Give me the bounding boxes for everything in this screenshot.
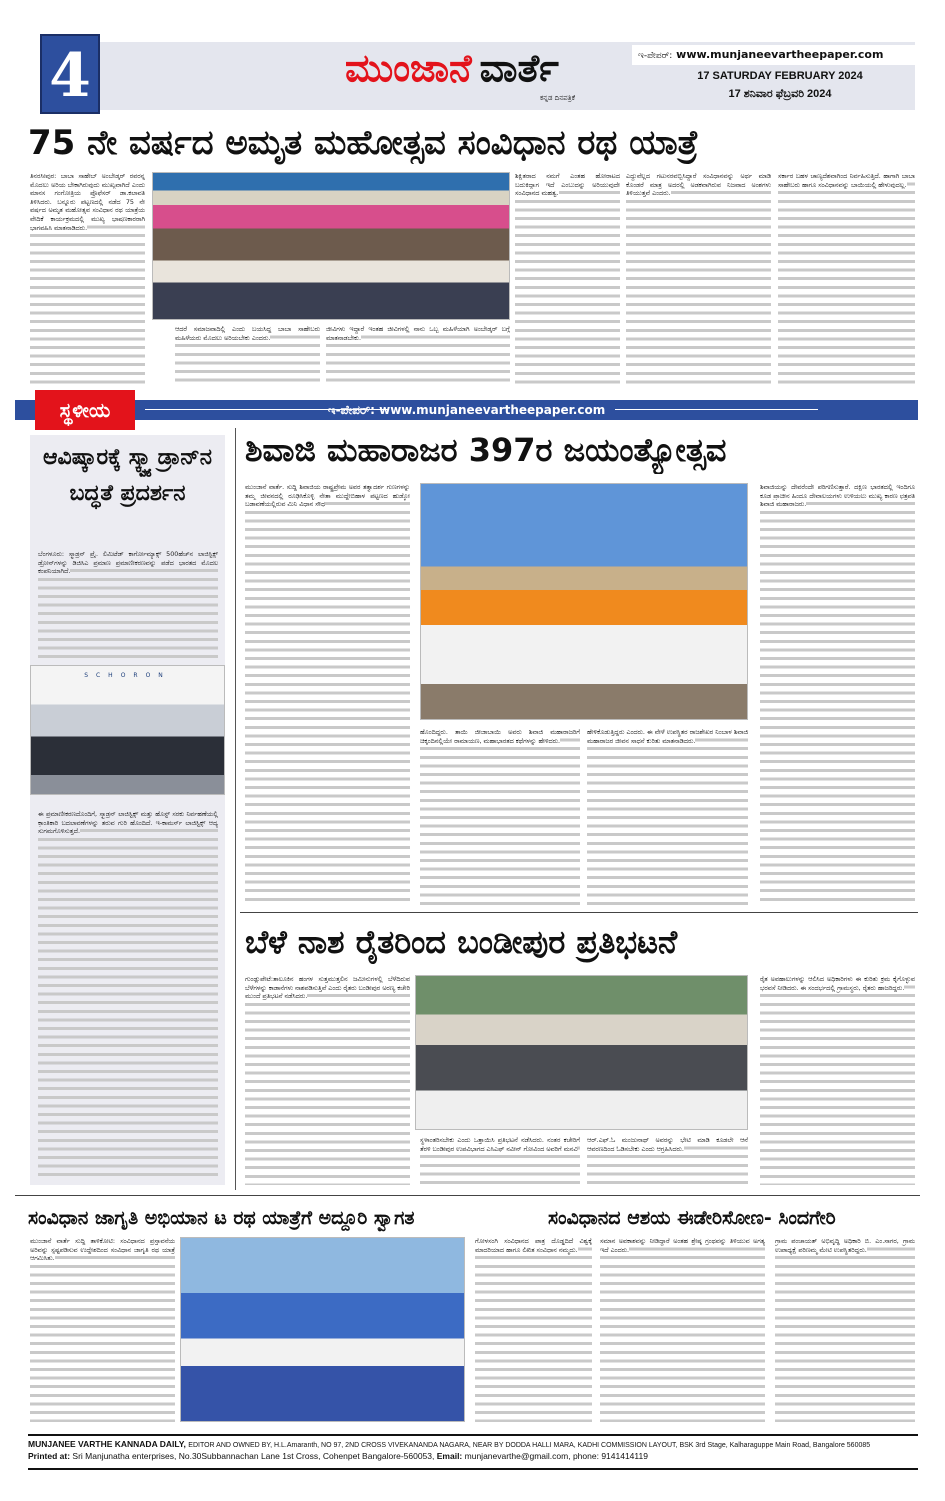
newspaper-logo	[345, 46, 635, 96]
band-epaper-label: ಇ-ಪೇಪರ್:	[327, 403, 375, 417]
logo-red: ಮುಂಜಾನೆ	[345, 46, 472, 90]
headline-article4-right: ಸಂವಿಧಾನದ ಆಶಯ ಈಡೇರಿಸೋಣ- ಸಿಂದಗೇರಿ	[548, 1207, 836, 1229]
article1-col3: ಜೀವಿಗಳು ಇದ್ದಾರೆ ಇಂತಹ ಜೀವಿಗಳಲ್ಲಿ ನಾನು ಒಬ್ಬ ಮಹಿಳೆಯಾಗಿ ಅಂಬೇಡ್ಕರ್ ಬಗ್ಗೆ ಮಾತನಾಡಬೇಕು.	[326, 325, 510, 385]
article1-col1: ತಿನರಸೀಪುರ: ಬಾಬಾ ಸಾಹೇಬ್ ಅಂಬೇಡ್ಕರ್ ರವರನ್ನ ಮೊದಲು ಅರಿಯ ಬೇಕಾಗಿರುವುದು ಮುಖ್ಯವಾಗಿದೆ ಎಂದು ಮಾನಸ ಗಂಗೋತ್ರಿಯ ಪ್ರೊಫೆಸರ್ ಡಾ.ಕಲಾವತಿ ತಿಳಿಸಿದರು. ಬನ್ನೂರು ಪಟ್ಟಣದಲ್ಲಿ ನಡೆದ 75 ನೇ ವರ್ಷದ ಅಮೃತ ಮಹೋತ್ಸವ ಸಂವಿಧಾನ ರಥ ಯಾತ್ರೆಯ ವೇದಿಕೆ ಕಾರ್ಯಕ್ರಮದಲ್ಲಿ ಮುಖ್ಯ ಭಾಷಣಕಾರರಾಗಿ ಭಾಗವಹಿಸಿ ಮಾತನಾಡಿದರು.	[30, 172, 145, 384]
divider	[15, 1195, 920, 1196]
page-number: 4	[40, 34, 100, 114]
article1-col5: ಎದ್ದುವೆಲ್ಲದ ಗಟುನರವಬ್ಬಿಸಿದ್ದಾರೆ ಸಂವಿಧಾನವನ್ನು ಅರ್ಥ ಮಾಡಿ ಕೊಂಡರೆ ಮಾತ್ರ ಅದರಲ್ಲಿ ಅಡಕವಾಗಿರುವ ನಿಜವಾದ ಅಂಶಗಳು ತಿಳಿಯುತ್ತವೆ ಎಂದರು.	[626, 172, 771, 384]
footer-editor: EDITOR AND OWNED BY, H.L.Amaranth, NO 97, 2ND CROSS VIVEKANANDA NAGARA, NEAR BY DODDA HALLI MARA, KADHI COMMISSION LAYOUT, BSK 3rd Stage, Kalharaguppe Main Road, Bangalore 560085	[188, 1442, 871, 1449]
date-english: 17 SATURDAY FEBRUARY 2024	[697, 70, 863, 82]
article2-col3: ಹೇಳಿಕೊಡುತ್ತಿದ್ದರು ಎಂದರು. ಈ ವೇಳೆ ಉಪಸ್ಥಿತರ ರಾಜಶೇಖರ ನಿಂಬಾಳ ಶಿವಾಜಿ ಮಹಾರಾಜರ ಜೀವನ ಸಾಧನೆ ಕುರಿತು ಮಾತನಾಡಿದರು.	[587, 728, 748, 905]
epaper-url: www.munjaneevartheepaper.com	[676, 48, 884, 61]
article4-col1: ಮುಂಜಾನೆ ವಾರ್ತೆ ಸುದ್ದಿ ತಾಳಿಕೋಟಿ: ಸಂವಿಧಾನದ ಪ್ರಸ್ತಾವನೆಯ ಅರಿವನ್ನು ಸ್ಪಷ್ಟಪಡಿಸುವ ಉದ್ದೇಶದಿಂದ ಸಂವಿಧಾನ ಜಾಗೃತಿ ರಥ ಯಾತ್ರೆ ಆಗಮಿಸಿತು.	[30, 1237, 175, 1422]
footer-paper-name: MUNJANEE VARTHE KANNADA DAILY,	[28, 1439, 186, 1449]
article1-photo	[152, 172, 510, 320]
footer-rule-bottom	[28, 1468, 918, 1470]
footer-printed-label: Printed at:	[28, 1451, 71, 1461]
article4-col3: ಸಮಾನ ಅವಕಾಶವನ್ನು ನೀಡಿದ್ದಾರೆ ಅಂತಹ ಶ್ರೇಷ್ಠ ಗ್ರಂಥವನ್ನು ತಿಳಿಯುವ ಅಗತ್ಯ ಇದೆ ಎಂದರು.	[600, 1237, 765, 1422]
article2-photo	[420, 483, 748, 720]
article4-photo	[180, 1237, 465, 1422]
footer-email: munjanevarthe@gmail.com, phone: 9141414119	[464, 1451, 648, 1461]
article3-photo	[415, 975, 748, 1130]
article1-col6: ಸರ್ಕಾರ ಬಹಳ ಚಾಣ್ಯದೆಶವಾಗಿಂದ ನಿರ್ವಹಿಸುತ್ತಿದೆ. ಹಾಗಾಗಿ ಬಾಬಾ ಸಾಹೇಬರು ಹಾಗೂ ಸಂವಿಧಾನವನ್ನು ಬಾಯಿಯಲ್ಲಿ ಹೇಳುವುದಲ್ಲ.	[778, 172, 915, 384]
article2-col1: ಮುಂಜಾನೆ ವಾರ್ತೆ. ಸುದ್ದಿ ಶಿವಾಜಿಯ ರಾಷ್ಟ್ರಪ್ರೇಮ ಅವರ ತತ್ವಾದರ್ಶ ಗುಣಗಳನ್ನು ತಮ್ಮ ಜೀವನದಲ್ಲಿ ರೂಢಿಸಿಕೊಳ್ಳಿ ನೇತಾ ಮುದ್ದೇಬಿಹಾಳ ಪಟ್ಟಣದ ಹುಡ್ಕೋ ಬಡಾವಣೆಯಲ್ಲಿರುವ ಮಿನಿ ವಿಧಾನ ಸೌಧ	[245, 483, 410, 905]
band-epaper-url[interactable]: www.munjaneevartheepaper.com	[379, 403, 606, 417]
article4-col2: ಗೋಳಸಂಗಿ ಸಂವಿಧಾನದ ಪಾತ್ರ ದೊಡ್ಡದಿದೆ ವಿಶ್ವಕ್ಕೆ ಮಾದರಿಯಾದ ಹಾಗೂ ಲಿಖಿತ ಸಂವಿಧಾನ ನಮ್ಮದು.	[475, 1237, 592, 1422]
article3-col1: ಗುಂಡ್ಲುಪೇಟೆ:ತಾಲೂಕಿನ ಹಂಗಳ ಸುತ್ತಮುತ್ತಲಿನ ಜಮೀನುಗಳಲ್ಲಿ ಬೆಳೆದಿರುವ ಬೆಳೆಗಳನ್ನು ಕಾಡಾನೆಗಳು ನಾಶಪಡಿಸುತ್ತಿವೆ ಎಂದು ರೈತರು ಬಂಡೀಪುರ ಅರಣ್ಯ ಕಚೇರಿ ಮುಂದೆ ಪ್ರತಿಭಟನೆ ನಡೆಸಿದರು.	[245, 975, 410, 1185]
section-band	[15, 400, 918, 420]
article1-col4: ಶಿಕ್ಷಿತರಾದ ನಮಗೆ ಎಂತಹ ಹೋರಾಟದ ಬದುಕಿದ್ದಾಗ ಇದೆ ಎಂಬುದನ್ನು ಅರಿಯುವುದೇ ಸಂವಿಧಾನದ ಮಹತ್ವ.	[515, 172, 620, 384]
headline-article2: ಶಿವಾಜಿ ಮಹಾರಾಜರ 397ರ ಜಯಂತ್ಯೋತ್ಸವ	[245, 431, 727, 469]
article2-col2: ಹೊಂದಿದ್ದರು. ತಾಯಿ ಜೀಜಾಬಾಯಿ ಅವರು ಶಿವಾಜಿ ಮಹಾರಾಜರಿಗೆ ಚಿಕ್ಕಂದಿನಲ್ಲಿಯೇ ರಾಮಾಯಣ, ಮಹಾಭಾರತದ ಕಥೆಗಳನ್ನು ಹೇಳಿದರು.	[420, 728, 580, 905]
footer-imprint-line1	[28, 1439, 870, 1449]
sidebar-body2: ಈ ಪ್ರಮಾಣೀಕರಣದೊಂದಿಗೆ, ಸ್ಕ್ವಾಡ್ರನ್ ಲಾಜಿಸ್ಟಿಕ್ಸ್ ಮತ್ತು ಹೊಸ್ಟ್ ಸರಕು ನಿರ್ವಹಣೆಯಲ್ಲಿ ಕ್ರಾಂತಿಕಾರಿ ಬದಲಾವಣೆಗಳನ್ನು ತರುವ ಗುರಿ ಹೊಂದಿದೆ. ಇ-ಕಾಮರ್ಸ್ ಲಾಜಿಸ್ಟಿಕ್ಸ್ ಆದ್ಯ ಸುಗಮಗೊಳಿಸುತ್ತದೆ.	[38, 810, 218, 1180]
headline-article4-left: ಸಂವಿಧಾನ ಜಾಗೃತಿ ಅಭಿಯಾನ ಟ ರಥ ಯಾತ್ರೆಗೆ ಅದ್ದೂರಿ ಸ್ವಾಗತ	[28, 1207, 415, 1229]
headline-article1: 75 ನೇ ವರ್ಷದ ಅಮೃತ ಮಹೋತ್ಸವ ಸಂವಿಧಾನ ರಥ ಯಾತ್ರೆ	[28, 123, 699, 163]
logo-black: ವಾರ್ತೆ	[479, 46, 559, 90]
article3-col4: ರೈತ ಅವಹಾಲುಗಳನ್ನು ಆಲಿಸಿದ ಅಧಿಕಾರಿಗಳು ಈ ಕುರಿತು ಕ್ರಮ ಕೈಗೊಳ್ಳುವ ಭರವಸೆ ನೀಡಿದರು. ಈ ಸಂದರ್ಭದಲ್ಲಿ ಗ್ರಾಮಸ್ಥರು, ರೈತರು ಹಾಜರಿದ್ದರು.	[760, 975, 915, 1185]
footer-email-label: Email:	[436, 1451, 463, 1461]
article3-col2: ಸ್ಥಳಾಂತರಿಸಬೇಕು ಎಂದು ಒತ್ತಾಯಿಸಿ ಪ್ರತಿಭಟನೆ ನಡೆಸಿದರು. ನಂತರ ಕಚೇರಿಗೆ ತೆರಳಿ ಬಂಡೀಪುರ ಉಪವಿಭಾಗದ ಎಸಿಎಫ್ ನವೀನ್ ಗೋವಿಂದ ಅವರಿಗೆ ಮನವಿ	[420, 1136, 580, 1186]
footer-rule-top	[28, 1434, 918, 1436]
article4-col4: ಗ್ರಾಮ ಪಂಚಾಯತ್ ಅಭಿವೃದ್ಧಿ ಅಧಿಕಾರಿ ಬಿ. ಎಂ.ಸಾಗರ, ಗ್ರಾಮ ಉಪಾಧ್ಯಕ್ಷೆ ಪರಿಣಮ್ಮ ಮೇಟಿ ಉಪಸ್ಥಿತರಿದ್ದರು.	[775, 1237, 915, 1422]
article3-col3: ಆರ್.ಎಫ್.ಓ ಮಂಜುನಾಥ್ ಅವರನ್ನು ಭೇಟಿ ಮಾಡಿ ಕೂಡಲೇ ಆನೆ ಆವರಣದಿಂದ ಓಡಿಸಬೇಕು ಎಂದು ಆಗ್ರಹಿಸಿದರು.	[587, 1136, 748, 1186]
footer-printer: Sri Manjunatha enterprises, No.30Subbannachan Lane 1st Cross, Cohenpet Bangalore-560053,	[72, 1451, 435, 1461]
column-rule	[235, 428, 236, 1190]
logo-tagline: ಕನ್ನಡ ದಿನಪತ್ರಿಕೆ	[540, 94, 576, 102]
date-kannada: 17 ಶನಿವಾರ ಫೆಬ್ರವರಿ 2024	[728, 88, 832, 100]
sidebar-photo	[30, 665, 225, 795]
headline-article3: ಬೆಳೆ ನಾಶ ರೈತರಿಂದ ಬಂಡೀಪುರ ಪ್ರತಿಭಟನೆ	[245, 923, 678, 961]
section-label-local: ಸ್ಥಳೀಯ	[35, 390, 135, 430]
sidebar-headline: ಆವಿಷ್ಕಾರಕ್ಕೆ ಸ್ಕ್ವ್ಯಾಡ್ರಾನ್‌ನ ಬದ್ಧತೆ ಪ್ರದರ್ಶನ	[43, 445, 212, 506]
article2-col4: ಶಿವಾಜಿಯನ್ನು ದೇವರೆಂದೇ ಪರಿಗಣಿಸುತ್ತಾರೆ. ದಕ್ಷಿಣ ಭಾರತದಲ್ಲಿ ಇಂದಿಗೂ ಕೂಡ ಪ್ರಾಚೀನ ಹಿಂದೂ ದೇವಾಲಯಗಳು ಉಳಿಯಲು ಮುಖ್ಯ ಕಾರಣ ಛತ್ರಪತಿ ಶಿವಾಜಿ ಮಹಾರಾಜರು.	[760, 483, 915, 905]
epaper-label: ಇ-ಪೇಪರ್:	[638, 51, 673, 61]
divider	[240, 912, 918, 913]
epaper-link[interactable]	[632, 45, 915, 65]
footer-imprint-line2	[28, 1451, 648, 1461]
article1-col2: ಆದರೆ ಸಮಾಜವಾದಿಲ್ಲಿ ಎಂದು ಬಯಸಿದ್ದ ಬಾಬಾ ಸಾಹೇಬರು ಮಹಿಳೆಯರು ಮೊದಲು ಅರಿಯಬೇಕು ಎಂದರು.	[175, 325, 320, 385]
sidebar-body1: ಬೆಂಗಳೂರು: ಸ್ಕ್ಯಾಡ್ರನ್ ಪ್ರೈ. ಲಿಮಿಟೆಡ್ ಕಾರ್ಗೋಮ್ಯಾಕ್ಸ್ 500ಹೆಚ್‌ನ ಲಾಜಿಸ್ಟಿಕ್ಸ್ ಡ್ರೋನ್‌ಗಳನ್ನು ಡಿಜಿಸಿಎ ಪ್ರಮಾಣ ಪ್ರಮಾಣೀಕರಣವನ್ನು ಪಡೆದ ಭಾರತದ ಮೊದಲ ಕಂಪನಿಯಾಗಿದೆ.	[38, 550, 218, 660]
photo-backdrop-logo: SCHORON	[84, 672, 171, 679]
